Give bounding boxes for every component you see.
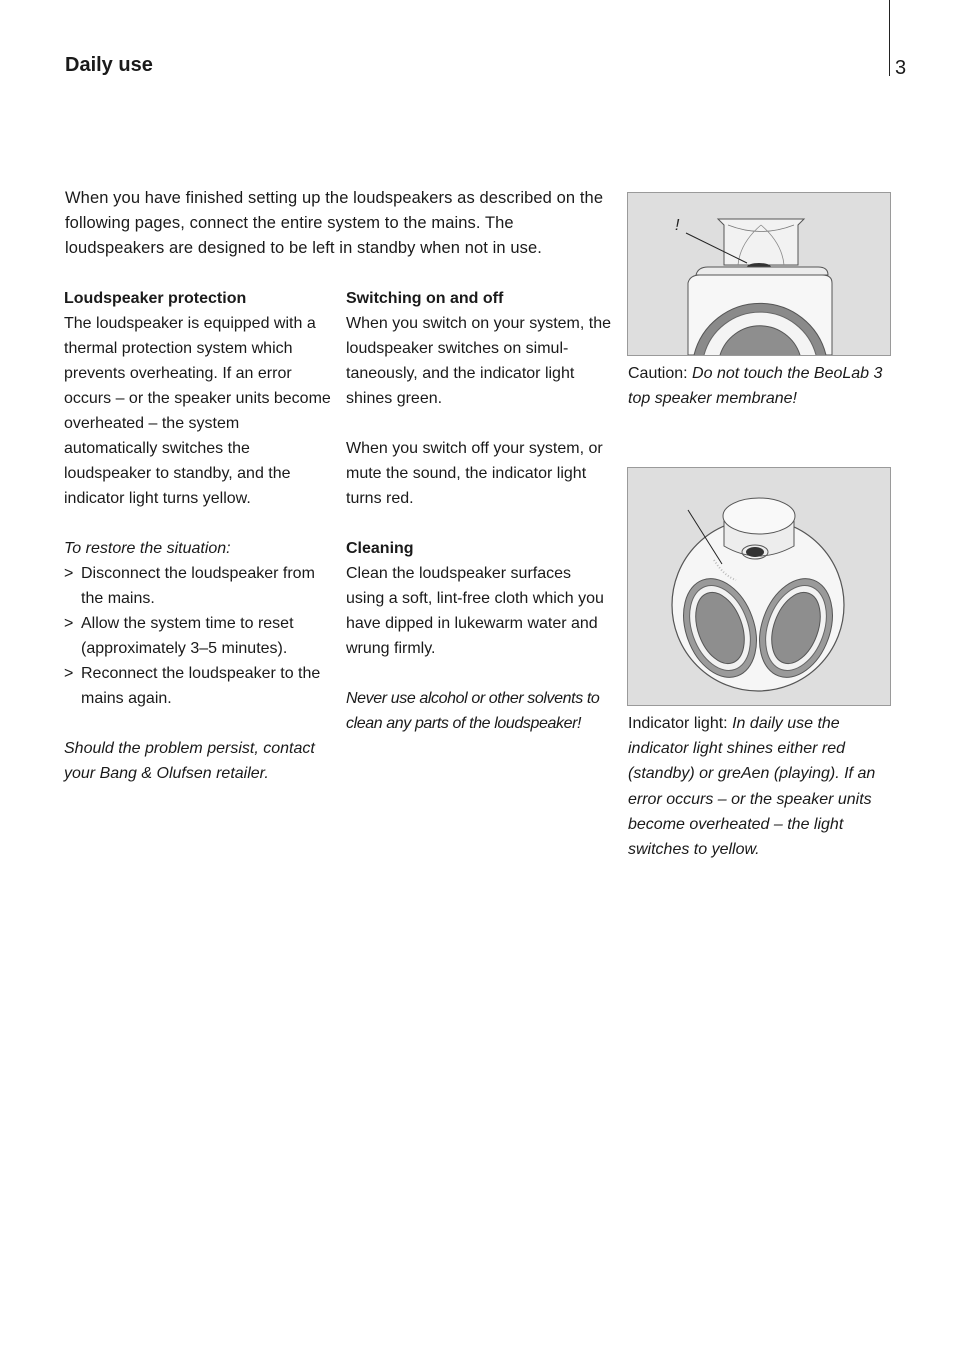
step-text: Reconnect the loudspeaker to the mains again. (81, 665, 321, 707)
cleaning-warning: Never use alcohol or other solvents to clean any parts of the loudspeaker! (346, 690, 600, 732)
restore-steps (64, 561, 332, 711)
speaker-sphere-drawing (628, 468, 890, 705)
restore-heading: To restore the situation: (64, 540, 231, 557)
switching-off-text: When you switch off your system, or mute the sound, the indicator light turns red. (346, 440, 603, 507)
caution-text: Do not touch the BeoLab 3 top speaker membrane! (628, 365, 883, 408)
indicator-caption (628, 711, 893, 862)
spacer (64, 511, 332, 536)
spacer (346, 511, 611, 536)
page-title: Daily use (65, 54, 153, 76)
caution-marker: ! (675, 217, 680, 234)
step-marker: > (64, 665, 74, 682)
step-text: Allow the system time to reset (approximately 3–5 minutes). (81, 615, 294, 657)
step-item (64, 611, 332, 661)
spacer (346, 661, 611, 686)
indicator-illustration (627, 467, 891, 706)
step-marker: > (64, 565, 74, 582)
middle-column (346, 286, 611, 736)
speaker-top-drawing (628, 193, 890, 355)
protection-body: The loudspeaker is equipped with a thermal protection system which prevents overheating. If an error occurs – or the speaker units become overheated – the system automatically switches the loudspeaker to standby, and the indicator light turns yellow. (64, 315, 331, 507)
cleaning-body: Clean the loudspeaker surfaces using a soft, lint-free cloth which you have dipped in lukewarm water and wrung firmly. (346, 565, 604, 657)
caution-label: Caution: (628, 365, 688, 382)
indicator-text: In daily use the indicator light shines either red (standby) or greAen (playing). If an error occurs – or the speaker units become overheated – the light switches to yellow. (628, 715, 876, 859)
page-rule (889, 0, 890, 76)
spacer (64, 711, 332, 736)
caution-illustration (627, 192, 891, 356)
step-item (64, 661, 332, 711)
intro-paragraph: When you have finished setting up the loudspeakers as described on the following pages, connect the entire system to the mains. The loudspeakers are designed to be left in standby when not in use. (65, 189, 604, 257)
retailer-note: Should the problem persist, contact your Bang & Olufsen retailer. (64, 740, 315, 782)
page-number: 3 (895, 57, 907, 79)
cleaning-heading: Cleaning (346, 540, 414, 557)
spacer (346, 411, 611, 436)
protection-heading: Loudspeaker protection (64, 290, 247, 307)
switching-on-text: When you switch on your system, the loudspeaker switches on simultaneously, and the indicator light shines green. (346, 315, 611, 407)
caution-caption (628, 361, 893, 411)
step-text: Disconnect the loudspeaker from the mains. (81, 565, 315, 607)
step-marker: > (64, 615, 74, 632)
switching-heading: Switching on and off (346, 290, 504, 307)
left-column (64, 286, 332, 786)
indicator-label: Indicator light: (628, 715, 728, 732)
step-item (64, 561, 332, 611)
